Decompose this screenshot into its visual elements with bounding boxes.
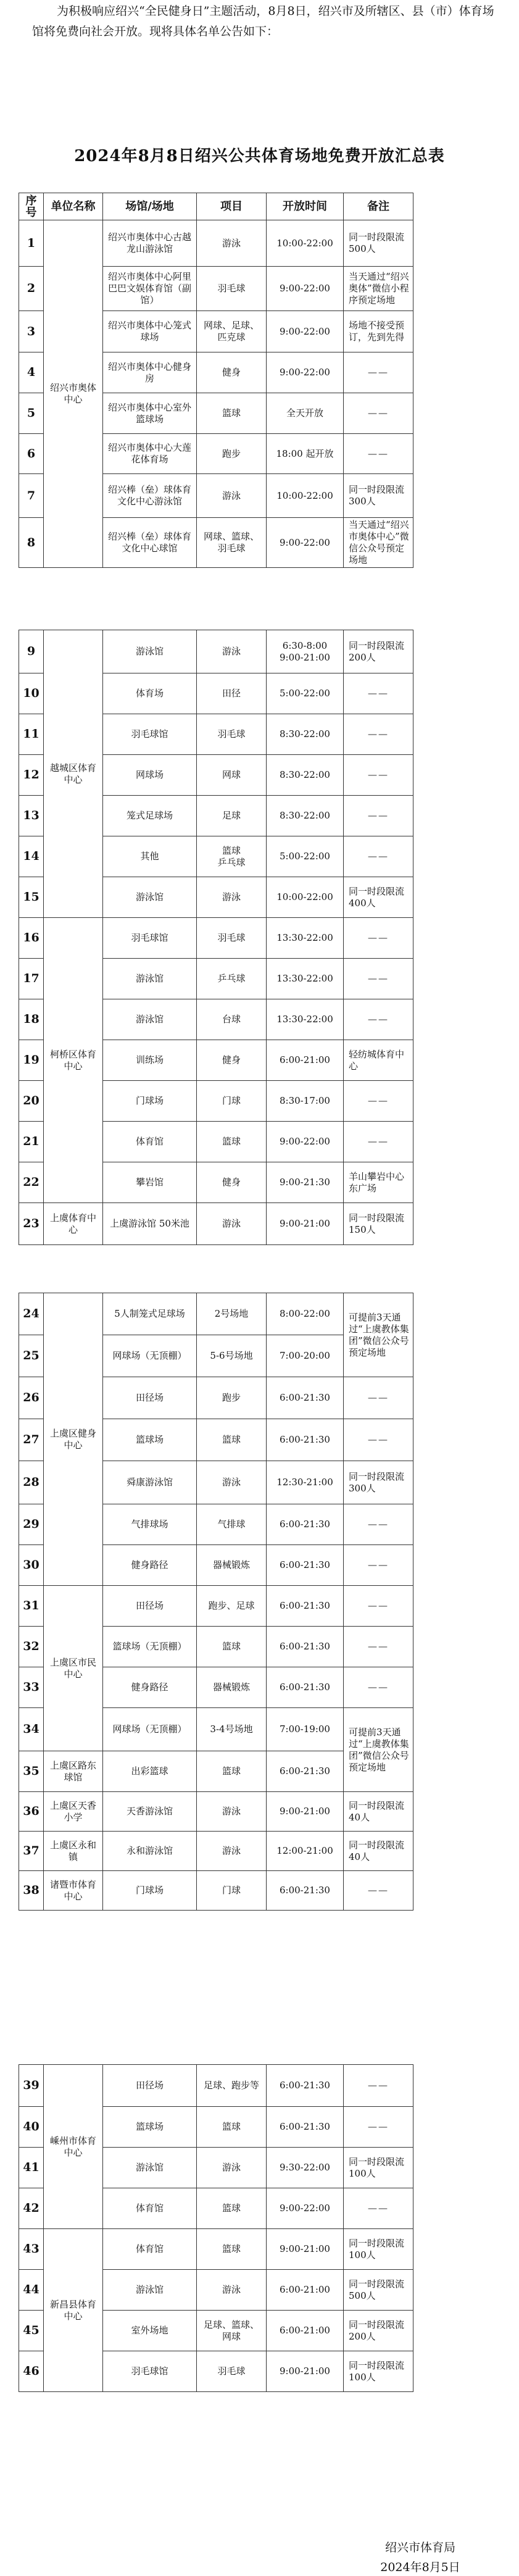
venue-name: 篮球场 xyxy=(103,1419,197,1461)
sport-item: 乒乓球 xyxy=(197,959,267,999)
remark: —— xyxy=(344,1627,413,1667)
venue-name: 体育馆 xyxy=(103,2188,197,2229)
row-number: 2 xyxy=(19,267,44,311)
row-number: 36 xyxy=(19,1792,44,1832)
open-time: 6:00-21:30 xyxy=(267,1504,344,1545)
venue-name: 田径场 xyxy=(103,1377,197,1419)
schedule-table xyxy=(19,193,413,568)
venue-name: 健身路径 xyxy=(103,1545,197,1586)
open-time: 9:00-22:00 xyxy=(267,352,344,393)
venue-name: 攀岩馆 xyxy=(103,1162,197,1203)
remark: 同一时段限流500人 xyxy=(344,220,413,267)
remark: —— xyxy=(344,2065,413,2107)
remark: —— xyxy=(344,1419,413,1461)
table-row xyxy=(19,1871,413,1911)
open-time: 9:00-22:00 xyxy=(267,518,344,568)
table-header-row xyxy=(19,193,413,220)
row-number: 3 xyxy=(19,311,44,352)
column-header: 序号 xyxy=(19,193,44,220)
sport-item: 网球 xyxy=(197,755,267,796)
open-time: 9:00-21:00 xyxy=(267,1792,344,1832)
sport-item: 篮球 xyxy=(197,1627,267,1667)
remark: —— xyxy=(344,1081,413,1122)
table-row xyxy=(19,1586,413,1627)
open-time: 5:00-22:00 xyxy=(267,836,344,877)
remark: —— xyxy=(344,959,413,999)
row-number: 42 xyxy=(19,2188,44,2229)
row-number: 13 xyxy=(19,796,44,836)
table-row xyxy=(19,2229,413,2270)
venue-name: 田径场 xyxy=(103,1586,197,1627)
remark: —— xyxy=(344,434,413,474)
remark: 当天通过“绍兴市奥体中心”微信公众号预定场地 xyxy=(344,518,413,568)
sport-item: 器械锻炼 xyxy=(197,1545,267,1586)
open-time: 6:00-21:30 xyxy=(267,2107,344,2148)
sport-item: 篮球 xyxy=(197,1122,267,1162)
row-number: 26 xyxy=(19,1377,44,1419)
venue-name: 其他 xyxy=(103,836,197,877)
remark: 轻纺城体育中心 xyxy=(344,1040,413,1081)
row-number: 29 xyxy=(19,1504,44,1545)
remark: 同一时段限流200人 xyxy=(344,2311,413,2351)
venue-name: 网球场（无顶棚） xyxy=(103,1708,197,1751)
open-time: 6:00-21:30 xyxy=(267,1667,344,1708)
open-time: 8:00-22:00 xyxy=(267,1293,344,1335)
sport-item: 篮球 xyxy=(197,1751,267,1792)
venue-name: 游泳馆 xyxy=(103,630,197,673)
sport-item: 跑步 xyxy=(197,1377,267,1419)
row-number: 9 xyxy=(19,630,44,673)
row-number: 41 xyxy=(19,2148,44,2188)
sport-item: 门球 xyxy=(197,1081,267,1122)
open-time: 9:00-21:00 xyxy=(267,1203,344,1245)
unit-name: 绍兴市奥体中心 xyxy=(44,220,103,568)
sport-item: 气排球 xyxy=(197,1504,267,1545)
open-time: 10:00-22:00 xyxy=(267,474,344,518)
row-number: 12 xyxy=(19,755,44,796)
open-time: 6:00-21:30 xyxy=(267,1627,344,1667)
table-row xyxy=(19,1203,413,1245)
intro-paragraph: 为积极响应绍兴“全民健身日”主题活动，8月8日，绍兴市及所辖区、县（市）体育场馆将免费向社会开放。现将具体名单公告如下： xyxy=(32,4,494,38)
row-number: 38 xyxy=(19,1871,44,1911)
venue-name: 篮球场 xyxy=(103,2107,197,2148)
table-row xyxy=(19,2065,413,2107)
remark: —— xyxy=(344,999,413,1040)
sport-item: 篮球 xyxy=(197,393,267,434)
remark: —— xyxy=(344,1377,413,1419)
venue-name: 羽毛球馆 xyxy=(103,918,197,959)
sport-item: 篮球 xyxy=(197,2229,267,2270)
open-time: 6:00-21:30 xyxy=(267,1871,344,1911)
row-number: 7 xyxy=(19,474,44,518)
venue-name: 游泳馆 xyxy=(103,877,197,918)
venue-name: 体育馆 xyxy=(103,2229,197,2270)
row-number: 21 xyxy=(19,1122,44,1162)
row-number: 15 xyxy=(19,877,44,918)
sport-item: 羽毛球 xyxy=(197,267,267,311)
sport-item: 跑步、足球 xyxy=(197,1586,267,1627)
venue-name: 舜康游泳馆 xyxy=(103,1461,197,1504)
remark: 同一时段限流300人 xyxy=(344,474,413,518)
row-number: 11 xyxy=(19,714,44,755)
unit-name: 上虞区路东球馆 xyxy=(44,1751,103,1792)
remark: 同一时段限流40人 xyxy=(344,1832,413,1871)
venue-name: 上虞游泳馆 50米池 xyxy=(103,1203,197,1245)
open-time: 9:00-22:00 xyxy=(267,2188,344,2229)
open-time: 9:00-21:00 xyxy=(267,2229,344,2270)
venue-name: 5人制笼式足球场 xyxy=(103,1293,197,1335)
venue-name: 绍兴市奥体中心古越龙山游泳馆 xyxy=(103,220,197,267)
remark: 同一时段限流100人 xyxy=(344,2351,413,2392)
sport-item: 田径 xyxy=(197,673,267,714)
venue-name: 绍兴棒（垒）球体育文化中心球馆 xyxy=(103,518,197,568)
sport-item: 3-4号场地 xyxy=(197,1708,267,1751)
remark: —— xyxy=(344,352,413,393)
venue-name: 门球场 xyxy=(103,1871,197,1911)
remark: 羊山攀岩中心东广场 xyxy=(344,1162,413,1203)
open-time: 9:30-22:00 xyxy=(267,2148,344,2188)
row-number: 19 xyxy=(19,1040,44,1081)
sport-item: 跑步 xyxy=(197,434,267,474)
venue-name: 网球场（无顶棚） xyxy=(103,1335,197,1377)
venue-name: 训练场 xyxy=(103,1040,197,1081)
open-time: 13:30-22:00 xyxy=(267,918,344,959)
open-time: 6:30-8:00 9:00-21:00 xyxy=(267,630,344,673)
open-time: 12:30-21:00 xyxy=(267,1461,344,1504)
open-time: 6:00-21:00 xyxy=(267,1040,344,1081)
venue-name: 笼式足球场 xyxy=(103,796,197,836)
row-number: 8 xyxy=(19,518,44,568)
unit-name: 上虞区天香小学 xyxy=(44,1792,103,1832)
unit-name: 柯桥区体育中心 xyxy=(44,918,103,1203)
sport-item: 台球 xyxy=(197,999,267,1040)
remark: —— xyxy=(344,796,413,836)
venue-name: 体育场 xyxy=(103,673,197,714)
row-number: 40 xyxy=(19,2107,44,2148)
remark: 同一时段限流400人 xyxy=(344,877,413,918)
row-number: 14 xyxy=(19,836,44,877)
sport-item: 游泳 xyxy=(197,1792,267,1832)
remark: —— xyxy=(344,2188,413,2229)
row-number: 28 xyxy=(19,1461,44,1504)
signature-org: 绍兴市体育局 xyxy=(384,2541,455,2554)
schedule-table xyxy=(19,1293,413,1911)
venue-name: 网球场 xyxy=(103,755,197,796)
venue-name: 室外场地 xyxy=(103,2311,197,2351)
open-time: 18:00 起开放 xyxy=(267,434,344,474)
remark: 同一时段限流500人 xyxy=(344,2270,413,2311)
venue-name: 游泳馆 xyxy=(103,999,197,1040)
sport-item: 5-6号场地 xyxy=(197,1335,267,1377)
remark: —— xyxy=(344,836,413,877)
table-row xyxy=(19,220,413,267)
open-time: 13:30-22:00 xyxy=(267,959,344,999)
sport-item: 足球 xyxy=(197,796,267,836)
remark: 同一时段限流40人 xyxy=(344,1792,413,1832)
venue-name: 天香游泳馆 xyxy=(103,1792,197,1832)
open-time: 9:00-22:00 xyxy=(267,1122,344,1162)
remark: 可提前3天通过“上虞教体集团”微信公众号预定场地 xyxy=(344,1293,413,1377)
venue-name: 门球场 xyxy=(103,1081,197,1122)
venue-name: 羽毛球馆 xyxy=(103,2351,197,2392)
column-header: 备注 xyxy=(344,193,413,220)
open-time: 9:00-22:00 xyxy=(267,311,344,352)
sport-item: 2号场地 xyxy=(197,1293,267,1335)
open-time: 8:30-17:00 xyxy=(267,1081,344,1122)
row-number: 10 xyxy=(19,673,44,714)
row-number: 17 xyxy=(19,959,44,999)
sport-item: 游泳 xyxy=(197,2270,267,2311)
remark: 同一时段限流300人 xyxy=(344,1461,413,1504)
remark: —— xyxy=(344,1667,413,1708)
open-time: 6:00-21:30 xyxy=(267,2065,344,2107)
column-header: 单位名称 xyxy=(44,193,103,220)
venue-name: 体育馆 xyxy=(103,1122,197,1162)
sport-item: 足球、篮球、网球 xyxy=(197,2311,267,2351)
venue-name: 游泳馆 xyxy=(103,959,197,999)
unit-name: 新昌县体育中心 xyxy=(44,2229,103,2392)
sport-item: 游泳 xyxy=(197,220,267,267)
sport-item: 游泳 xyxy=(197,1832,267,1871)
open-time: 6:00-21:30 xyxy=(267,1751,344,1792)
row-number: 5 xyxy=(19,393,44,434)
venue-name: 气排球场 xyxy=(103,1504,197,1545)
row-number: 39 xyxy=(19,2065,44,2107)
open-time: 6:00-21:30 xyxy=(267,1545,344,1586)
row-number: 37 xyxy=(19,1832,44,1871)
venue-name: 游泳馆 xyxy=(103,2270,197,2311)
sport-item: 游泳 xyxy=(197,474,267,518)
open-time: 13:30-22:00 xyxy=(267,999,344,1040)
open-time: 9:00-22:00 xyxy=(267,267,344,311)
venue-name: 绍兴市奥体中心大莲花体育场 xyxy=(103,434,197,474)
open-time: 12:00-21:00 xyxy=(267,1832,344,1871)
sport-item: 健身 xyxy=(197,352,267,393)
remark: —— xyxy=(344,393,413,434)
schedule-table xyxy=(19,630,413,1245)
remark: —— xyxy=(344,714,413,755)
venue-name: 田径场 xyxy=(103,2065,197,2107)
table-row xyxy=(19,630,413,673)
sport-item: 游泳 xyxy=(197,877,267,918)
open-time: 7:00-20:00 xyxy=(267,1335,344,1377)
unit-name: 越城区体育中心 xyxy=(44,630,103,918)
row-number: 24 xyxy=(19,1293,44,1335)
row-number: 16 xyxy=(19,918,44,959)
sport-item: 游泳 xyxy=(197,1461,267,1504)
remark: —— xyxy=(344,1545,413,1586)
row-number: 25 xyxy=(19,1335,44,1377)
venue-name: 出彩篮球 xyxy=(103,1751,197,1792)
open-time: 5:00-22:00 xyxy=(267,673,344,714)
venue-name: 绍兴棒（垒）球体育文化中心游泳馆 xyxy=(103,474,197,518)
sport-item: 网球、足球、匹克球 xyxy=(197,311,267,352)
remark: —— xyxy=(344,1122,413,1162)
row-number: 20 xyxy=(19,1081,44,1122)
table-row xyxy=(19,1832,413,1871)
row-number: 44 xyxy=(19,2270,44,2311)
row-number: 45 xyxy=(19,2311,44,2351)
unit-name: 上虞区市民中心 xyxy=(44,1586,103,1751)
open-time: 6:00-21:00 xyxy=(267,2311,344,2351)
remark: 同一时段限流100人 xyxy=(344,2229,413,2270)
venue-name: 健身路径 xyxy=(103,1667,197,1708)
remark: —— xyxy=(344,2107,413,2148)
sport-item: 篮球 xyxy=(197,2188,267,2229)
remark: —— xyxy=(344,1871,413,1911)
column-header: 场馆/场地 xyxy=(103,193,197,220)
row-number: 32 xyxy=(19,1627,44,1667)
sport-item: 游泳 xyxy=(197,1203,267,1245)
signature-date: 2024年8月5日 xyxy=(380,2561,460,2574)
venue-name: 绍兴市奥体中心阿里巴巴文娱体育馆（副馆） xyxy=(103,267,197,311)
venue-name: 羽毛球馆 xyxy=(103,714,197,755)
open-time: 9:00-21:00 xyxy=(267,2351,344,2392)
remark: —— xyxy=(344,1504,413,1545)
unit-name: 嵊州市体育中心 xyxy=(44,2065,103,2229)
open-time: 9:00-21:30 xyxy=(267,1162,344,1203)
column-header: 开放时间 xyxy=(267,193,344,220)
document-title: 2024年8月8日绍兴公共体育场地免费开放汇总表 xyxy=(74,147,445,165)
open-time: 6:00-21:30 xyxy=(267,1419,344,1461)
row-number: 1 xyxy=(19,220,44,267)
sport-item: 器械锻炼 xyxy=(197,1667,267,1708)
remark: —— xyxy=(344,755,413,796)
open-time: 6:00-21:00 xyxy=(267,2270,344,2311)
unit-name: 上虞区永和镇 xyxy=(44,1832,103,1871)
row-number: 18 xyxy=(19,999,44,1040)
table-row xyxy=(19,1293,413,1335)
remark: 同一时段限流150人 xyxy=(344,1203,413,1245)
sport-item: 网球、篮球、羽毛球 xyxy=(197,518,267,568)
sport-item: 门球 xyxy=(197,1871,267,1911)
open-time: 6:00-21:30 xyxy=(267,1586,344,1627)
open-time: 8:30-22:00 xyxy=(267,755,344,796)
venue-name: 永和游泳馆 xyxy=(103,1832,197,1871)
row-number: 34 xyxy=(19,1708,44,1751)
unit-name: 上虞体育中心 xyxy=(44,1203,103,1245)
row-number: 22 xyxy=(19,1162,44,1203)
column-header: 项目 xyxy=(197,193,267,220)
open-time: 7:00-19:00 xyxy=(267,1708,344,1751)
open-time: 全天开放 xyxy=(267,393,344,434)
sport-item: 健身 xyxy=(197,1040,267,1081)
sport-item: 篮球 乒乓球 xyxy=(197,836,267,877)
row-number: 33 xyxy=(19,1667,44,1708)
table-row xyxy=(19,1792,413,1832)
venue-name: 绍兴市奥体中心室外篮球场 xyxy=(103,393,197,434)
row-number: 31 xyxy=(19,1586,44,1627)
sport-item: 健身 xyxy=(197,1162,267,1203)
sport-item: 羽毛球 xyxy=(197,714,267,755)
remark: 当天通过“绍兴奥体”微信小程序预定场地 xyxy=(344,267,413,311)
remark: —— xyxy=(344,1586,413,1627)
remark: 可提前3天通过“上虞教体集团”微信公众号预定场地 xyxy=(344,1708,413,1792)
row-number: 35 xyxy=(19,1751,44,1792)
sport-item: 篮球 xyxy=(197,1419,267,1461)
row-number: 30 xyxy=(19,1545,44,1586)
open-time: 10:00-22:00 xyxy=(267,877,344,918)
sport-item: 足球、跑步等 xyxy=(197,2065,267,2107)
row-number: 46 xyxy=(19,2351,44,2392)
remark: —— xyxy=(344,918,413,959)
open-time: 8:30-22:00 xyxy=(267,714,344,755)
venue-name: 游泳馆 xyxy=(103,2148,197,2188)
unit-name: 诸暨市体育中心 xyxy=(44,1871,103,1911)
table-row xyxy=(19,918,413,959)
row-number: 23 xyxy=(19,1203,44,1245)
remark: 同一时段限流100人 xyxy=(344,2148,413,2188)
sport-item: 篮球 xyxy=(197,2107,267,2148)
sport-item: 游泳 xyxy=(197,630,267,673)
venue-name: 绍兴市奥体中心笼式球场 xyxy=(103,311,197,352)
open-time: 10:00-22:00 xyxy=(267,220,344,267)
unit-name: 上虞区健身中心 xyxy=(44,1293,103,1586)
sport-item: 羽毛球 xyxy=(197,918,267,959)
sport-item: 游泳 xyxy=(197,2148,267,2188)
venue-name: 篮球场（无顶棚） xyxy=(103,1627,197,1667)
remark: —— xyxy=(344,673,413,714)
venue-name: 绍兴市奥体中心健身房 xyxy=(103,352,197,393)
row-number: 6 xyxy=(19,434,44,474)
sport-item: 羽毛球 xyxy=(197,2351,267,2392)
open-time: 6:00-21:30 xyxy=(267,1377,344,1419)
row-number: 43 xyxy=(19,2229,44,2270)
row-number: 4 xyxy=(19,352,44,393)
remark: 同一时段限流200人 xyxy=(344,630,413,673)
open-time: 8:30-22:00 xyxy=(267,796,344,836)
remark: 场地不接受预订，先到先得 xyxy=(344,311,413,352)
schedule-table xyxy=(19,2064,413,2392)
row-number: 27 xyxy=(19,1419,44,1461)
